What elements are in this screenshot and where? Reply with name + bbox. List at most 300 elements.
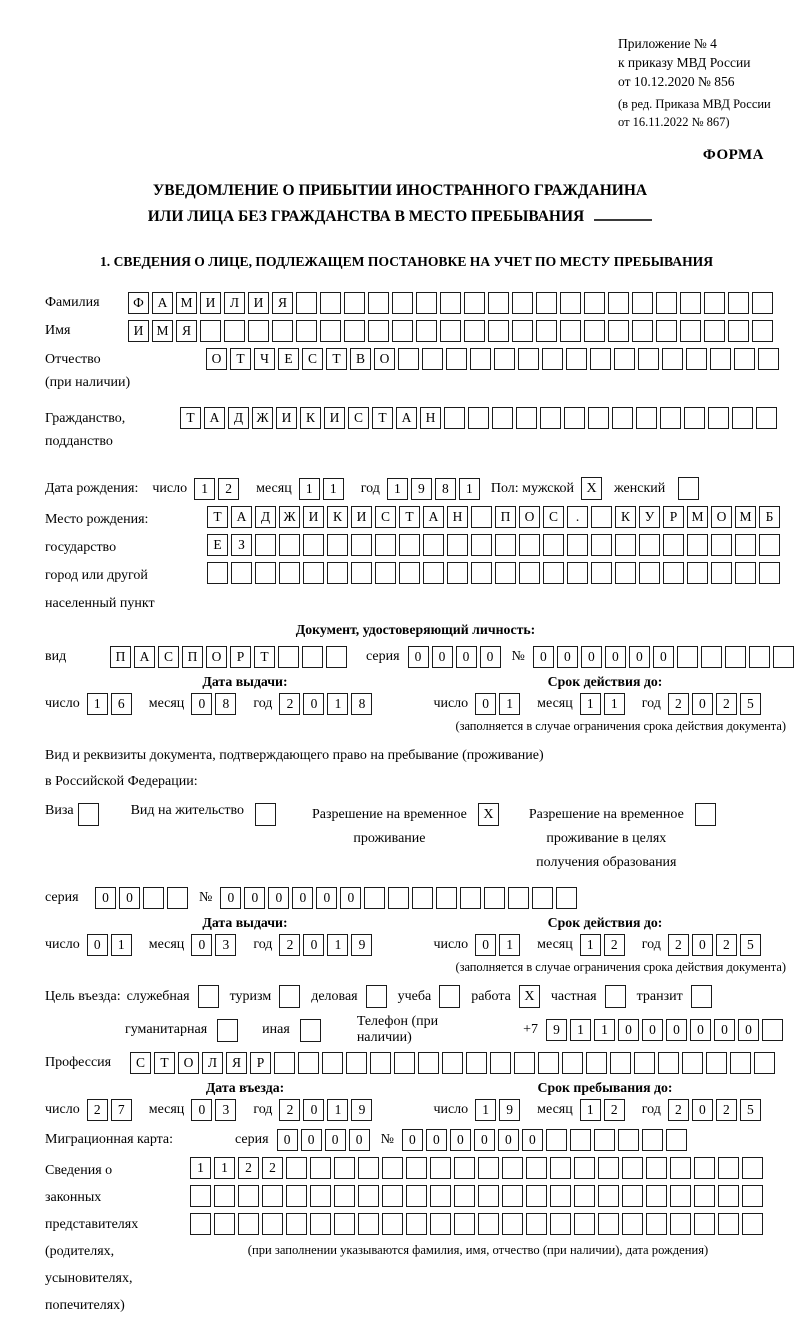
- char-cell[interactable]: [660, 407, 681, 429]
- char-cell[interactable]: 2: [279, 1099, 300, 1121]
- char-cell[interactable]: [591, 562, 612, 584]
- char-cell[interactable]: 2: [668, 693, 689, 715]
- char-cell[interactable]: [200, 320, 221, 342]
- char-cell[interactable]: 1: [475, 1099, 496, 1121]
- char-cell[interactable]: Н: [420, 407, 441, 429]
- char-cell[interactable]: [327, 562, 348, 584]
- char-cell[interactable]: [286, 1213, 307, 1235]
- char-cell[interactable]: [663, 562, 684, 584]
- char-cell[interactable]: [320, 320, 341, 342]
- char-cell[interactable]: 5: [740, 1099, 761, 1121]
- char-cell[interactable]: [388, 887, 409, 909]
- char-cell[interactable]: [542, 348, 563, 370]
- char-cell[interactable]: [470, 348, 491, 370]
- char-cell[interactable]: [639, 562, 660, 584]
- char-cell[interactable]: 1: [111, 934, 132, 956]
- char-cell[interactable]: Р: [663, 506, 684, 528]
- char-cell[interactable]: [464, 320, 485, 342]
- char-cell[interactable]: 0: [474, 1129, 495, 1151]
- char-cell[interactable]: [344, 292, 365, 314]
- char-cell[interactable]: 2: [279, 693, 300, 715]
- char-cell[interactable]: 0: [292, 887, 313, 909]
- char-cell[interactable]: Ж: [252, 407, 273, 429]
- char-cell[interactable]: М: [687, 506, 708, 528]
- char-cell[interactable]: И: [276, 407, 297, 429]
- char-cell[interactable]: [514, 1052, 535, 1074]
- char-cell[interactable]: [540, 407, 561, 429]
- char-cell[interactable]: [701, 646, 722, 668]
- char-cell[interactable]: [759, 534, 780, 556]
- char-cell[interactable]: [718, 1185, 739, 1207]
- char-cell[interactable]: [686, 348, 707, 370]
- char-cell[interactable]: [710, 348, 731, 370]
- char-cell[interactable]: [466, 1052, 487, 1074]
- char-cell[interactable]: И: [351, 506, 372, 528]
- char-cell[interactable]: И: [128, 320, 149, 342]
- char-cell[interactable]: Е: [278, 348, 299, 370]
- char-cell[interactable]: [519, 562, 540, 584]
- purpose-work-checkbox[interactable]: X: [519, 985, 540, 1008]
- char-cell[interactable]: О: [711, 506, 732, 528]
- char-cell[interactable]: [550, 1185, 571, 1207]
- char-cell[interactable]: [406, 1213, 427, 1235]
- char-cell[interactable]: 1: [499, 934, 520, 956]
- char-cell[interactable]: [730, 1052, 751, 1074]
- char-cell[interactable]: [255, 534, 276, 556]
- char-cell[interactable]: 0: [533, 646, 554, 668]
- visa-checkbox[interactable]: [78, 803, 99, 826]
- char-cell[interactable]: 0: [316, 887, 337, 909]
- char-cell[interactable]: 0: [408, 646, 429, 668]
- char-cell[interactable]: Ф: [128, 292, 149, 314]
- char-cell[interactable]: 0: [87, 934, 108, 956]
- char-cell[interactable]: И: [248, 292, 269, 314]
- char-cell[interactable]: [754, 1052, 775, 1074]
- char-cell[interactable]: [399, 534, 420, 556]
- char-cell[interactable]: [368, 320, 389, 342]
- char-cell[interactable]: 1: [190, 1157, 211, 1179]
- char-cell[interactable]: [666, 1129, 687, 1151]
- char-cell[interactable]: [430, 1157, 451, 1179]
- char-cell[interactable]: [728, 292, 749, 314]
- char-cell[interactable]: [532, 887, 553, 909]
- char-cell[interactable]: [274, 1052, 295, 1074]
- char-cell[interactable]: 2: [604, 1099, 625, 1121]
- char-cell[interactable]: [543, 562, 564, 584]
- char-cell[interactable]: [502, 1157, 523, 1179]
- char-cell[interactable]: Б: [759, 506, 780, 528]
- char-cell[interactable]: [590, 348, 611, 370]
- char-cell[interactable]: 2: [716, 693, 737, 715]
- char-cell[interactable]: 5: [740, 934, 761, 956]
- char-cell[interactable]: [704, 320, 725, 342]
- char-cell[interactable]: .: [567, 506, 588, 528]
- char-cell[interactable]: [416, 320, 437, 342]
- char-cell[interactable]: [207, 562, 228, 584]
- char-cell[interactable]: 1: [594, 1019, 615, 1041]
- char-cell[interactable]: 2: [87, 1099, 108, 1121]
- char-cell[interactable]: [262, 1213, 283, 1235]
- char-cell[interactable]: 5: [740, 693, 761, 715]
- char-cell[interactable]: [406, 1185, 427, 1207]
- char-cell[interactable]: [320, 292, 341, 314]
- char-cell[interactable]: [303, 562, 324, 584]
- char-cell[interactable]: [564, 407, 585, 429]
- char-cell[interactable]: 8: [435, 478, 456, 500]
- temp-residence-education-checkbox[interactable]: [695, 803, 716, 826]
- char-cell[interactable]: [658, 1052, 679, 1074]
- char-cell[interactable]: [502, 1185, 523, 1207]
- char-cell[interactable]: [570, 1129, 591, 1151]
- char-cell[interactable]: [224, 320, 245, 342]
- char-cell[interactable]: [614, 348, 635, 370]
- char-cell[interactable]: 1: [327, 1099, 348, 1121]
- char-cell[interactable]: [756, 407, 777, 429]
- purpose-private-checkbox[interactable]: [605, 985, 626, 1008]
- char-cell[interactable]: 0: [191, 693, 212, 715]
- char-cell[interactable]: [642, 1129, 663, 1151]
- char-cell[interactable]: [447, 562, 468, 584]
- char-cell[interactable]: 0: [738, 1019, 759, 1041]
- char-cell[interactable]: [526, 1185, 547, 1207]
- char-cell[interactable]: А: [396, 407, 417, 429]
- char-cell[interactable]: 0: [618, 1019, 639, 1041]
- char-cell[interactable]: [358, 1157, 379, 1179]
- char-cell[interactable]: [684, 407, 705, 429]
- purpose-official-checkbox[interactable]: [198, 985, 219, 1008]
- char-cell[interactable]: [526, 1157, 547, 1179]
- char-cell[interactable]: [622, 1213, 643, 1235]
- char-cell[interactable]: [440, 292, 461, 314]
- char-cell[interactable]: К: [300, 407, 321, 429]
- char-cell[interactable]: [550, 1213, 571, 1235]
- char-cell[interactable]: Т: [326, 348, 347, 370]
- char-cell[interactable]: 9: [411, 478, 432, 500]
- char-cell[interactable]: [550, 1157, 571, 1179]
- char-cell[interactable]: [412, 887, 433, 909]
- char-cell[interactable]: 0: [191, 1099, 212, 1121]
- char-cell[interactable]: [680, 292, 701, 314]
- char-cell[interactable]: [440, 320, 461, 342]
- char-cell[interactable]: 0: [349, 1129, 370, 1151]
- char-cell[interactable]: 1: [570, 1019, 591, 1041]
- char-cell[interactable]: [622, 1157, 643, 1179]
- char-cell[interactable]: 0: [557, 646, 578, 668]
- char-cell[interactable]: [608, 292, 629, 314]
- char-cell[interactable]: [708, 407, 729, 429]
- char-cell[interactable]: [484, 887, 505, 909]
- char-cell[interactable]: И: [303, 506, 324, 528]
- char-cell[interactable]: [622, 1185, 643, 1207]
- char-cell[interactable]: [704, 292, 725, 314]
- char-cell[interactable]: Ж: [279, 506, 300, 528]
- char-cell[interactable]: 0: [426, 1129, 447, 1151]
- char-cell[interactable]: [488, 292, 509, 314]
- char-cell[interactable]: [262, 1185, 283, 1207]
- char-cell[interactable]: [536, 320, 557, 342]
- char-cell[interactable]: 0: [522, 1129, 543, 1151]
- char-cell[interactable]: Л: [224, 292, 245, 314]
- char-cell[interactable]: [278, 646, 299, 668]
- char-cell[interactable]: 2: [279, 934, 300, 956]
- char-cell[interactable]: [394, 1052, 415, 1074]
- char-cell[interactable]: [728, 320, 749, 342]
- char-cell[interactable]: [492, 407, 513, 429]
- char-cell[interactable]: [398, 348, 419, 370]
- purpose-study-checkbox[interactable]: [439, 985, 460, 1008]
- char-cell[interactable]: [310, 1157, 331, 1179]
- char-cell[interactable]: 3: [215, 934, 236, 956]
- char-cell[interactable]: [351, 562, 372, 584]
- char-cell[interactable]: [310, 1185, 331, 1207]
- char-cell[interactable]: 0: [498, 1129, 519, 1151]
- char-cell[interactable]: [382, 1213, 403, 1235]
- char-cell[interactable]: [562, 1052, 583, 1074]
- char-cell[interactable]: 1: [580, 934, 601, 956]
- char-cell[interactable]: [454, 1213, 475, 1235]
- char-cell[interactable]: 0: [95, 887, 116, 909]
- char-cell[interactable]: 6: [111, 693, 132, 715]
- char-cell[interactable]: Я: [176, 320, 197, 342]
- char-cell[interactable]: [567, 534, 588, 556]
- char-cell[interactable]: 1: [459, 478, 480, 500]
- char-cell[interactable]: [382, 1157, 403, 1179]
- char-cell[interactable]: 0: [301, 1129, 322, 1151]
- char-cell[interactable]: 0: [325, 1129, 346, 1151]
- char-cell[interactable]: [334, 1157, 355, 1179]
- char-cell[interactable]: Т: [399, 506, 420, 528]
- residence-permit-checkbox[interactable]: [255, 803, 276, 826]
- char-cell[interactable]: [310, 1213, 331, 1235]
- char-cell[interactable]: [447, 534, 468, 556]
- char-cell[interactable]: [586, 1052, 607, 1074]
- char-cell[interactable]: [591, 534, 612, 556]
- char-cell[interactable]: [615, 534, 636, 556]
- char-cell[interactable]: [680, 320, 701, 342]
- char-cell[interactable]: [632, 320, 653, 342]
- char-cell[interactable]: 0: [475, 693, 496, 715]
- purpose-transit-checkbox[interactable]: [691, 985, 712, 1008]
- char-cell[interactable]: Т: [207, 506, 228, 528]
- char-cell[interactable]: 0: [220, 887, 241, 909]
- char-cell[interactable]: [460, 887, 481, 909]
- char-cell[interactable]: 1: [580, 693, 601, 715]
- char-cell[interactable]: 1: [214, 1157, 235, 1179]
- purpose-tourism-checkbox[interactable]: [279, 985, 300, 1008]
- char-cell[interactable]: [706, 1052, 727, 1074]
- char-cell[interactable]: 0: [303, 1099, 324, 1121]
- char-cell[interactable]: [508, 887, 529, 909]
- char-cell[interactable]: [636, 407, 657, 429]
- char-cell[interactable]: Д: [255, 506, 276, 528]
- char-cell[interactable]: 2: [716, 1099, 737, 1121]
- char-cell[interactable]: [512, 292, 533, 314]
- char-cell[interactable]: 1: [323, 478, 344, 500]
- char-cell[interactable]: [272, 320, 293, 342]
- char-cell[interactable]: [735, 534, 756, 556]
- sex-female-checkbox[interactable]: [678, 477, 699, 500]
- char-cell[interactable]: [471, 506, 492, 528]
- char-cell[interactable]: [546, 1129, 567, 1151]
- char-cell[interactable]: М: [176, 292, 197, 314]
- char-cell[interactable]: [238, 1213, 259, 1235]
- char-cell[interactable]: [639, 534, 660, 556]
- char-cell[interactable]: [732, 407, 753, 429]
- char-cell[interactable]: [454, 1185, 475, 1207]
- char-cell[interactable]: [368, 292, 389, 314]
- char-cell[interactable]: [742, 1213, 763, 1235]
- char-cell[interactable]: [591, 506, 612, 528]
- char-cell[interactable]: 9: [351, 934, 372, 956]
- char-cell[interactable]: Т: [230, 348, 251, 370]
- char-cell[interactable]: [646, 1157, 667, 1179]
- char-cell[interactable]: [638, 348, 659, 370]
- char-cell[interactable]: [687, 562, 708, 584]
- char-cell[interactable]: С: [158, 646, 179, 668]
- char-cell[interactable]: [588, 407, 609, 429]
- char-cell[interactable]: О: [374, 348, 395, 370]
- char-cell[interactable]: [302, 646, 323, 668]
- char-cell[interactable]: А: [423, 506, 444, 528]
- char-cell[interactable]: [711, 534, 732, 556]
- char-cell[interactable]: [512, 320, 533, 342]
- char-cell[interactable]: 3: [215, 1099, 236, 1121]
- char-cell[interactable]: 8: [351, 693, 372, 715]
- char-cell[interactable]: [518, 348, 539, 370]
- char-cell[interactable]: [543, 534, 564, 556]
- char-cell[interactable]: 0: [480, 646, 501, 668]
- char-cell[interactable]: Т: [180, 407, 201, 429]
- char-cell[interactable]: [416, 292, 437, 314]
- char-cell[interactable]: [399, 562, 420, 584]
- char-cell[interactable]: [436, 887, 457, 909]
- char-cell[interactable]: 1: [604, 693, 625, 715]
- char-cell[interactable]: Р: [250, 1052, 271, 1074]
- char-cell[interactable]: [538, 1052, 559, 1074]
- char-cell[interactable]: [392, 320, 413, 342]
- char-cell[interactable]: 2: [668, 934, 689, 956]
- char-cell[interactable]: [567, 562, 588, 584]
- char-cell[interactable]: [430, 1213, 451, 1235]
- char-cell[interactable]: У: [639, 506, 660, 528]
- char-cell[interactable]: К: [615, 506, 636, 528]
- char-cell[interactable]: 0: [191, 934, 212, 956]
- char-cell[interactable]: П: [495, 506, 516, 528]
- char-cell[interactable]: [615, 562, 636, 584]
- char-cell[interactable]: [490, 1052, 511, 1074]
- char-cell[interactable]: [677, 646, 698, 668]
- char-cell[interactable]: 0: [402, 1129, 423, 1151]
- char-cell[interactable]: С: [348, 407, 369, 429]
- char-cell[interactable]: В: [350, 348, 371, 370]
- char-cell[interactable]: [334, 1213, 355, 1235]
- char-cell[interactable]: [322, 1052, 343, 1074]
- char-cell[interactable]: 1: [194, 478, 215, 500]
- char-cell[interactable]: [560, 292, 581, 314]
- char-cell[interactable]: [734, 348, 755, 370]
- char-cell[interactable]: [694, 1157, 715, 1179]
- char-cell[interactable]: 0: [692, 693, 713, 715]
- char-cell[interactable]: М: [735, 506, 756, 528]
- char-cell[interactable]: С: [302, 348, 323, 370]
- char-cell[interactable]: 0: [450, 1129, 471, 1151]
- char-cell[interactable]: [444, 407, 465, 429]
- char-cell[interactable]: [478, 1157, 499, 1179]
- char-cell[interactable]: [296, 320, 317, 342]
- char-cell[interactable]: 1: [580, 1099, 601, 1121]
- char-cell[interactable]: 1: [499, 693, 520, 715]
- char-cell[interactable]: [430, 1185, 451, 1207]
- char-cell[interactable]: Т: [254, 646, 275, 668]
- char-cell[interactable]: [495, 534, 516, 556]
- char-cell[interactable]: [742, 1157, 763, 1179]
- char-cell[interactable]: А: [204, 407, 225, 429]
- char-cell[interactable]: 0: [432, 646, 453, 668]
- char-cell[interactable]: [752, 292, 773, 314]
- char-cell[interactable]: [526, 1213, 547, 1235]
- char-cell[interactable]: 2: [218, 478, 239, 500]
- char-cell[interactable]: [495, 562, 516, 584]
- char-cell[interactable]: [375, 562, 396, 584]
- char-cell[interactable]: [574, 1185, 595, 1207]
- char-cell[interactable]: Т: [372, 407, 393, 429]
- char-cell[interactable]: [286, 1157, 307, 1179]
- char-cell[interactable]: 2: [604, 934, 625, 956]
- char-cell[interactable]: [608, 320, 629, 342]
- char-cell[interactable]: [749, 646, 770, 668]
- char-cell[interactable]: [574, 1157, 595, 1179]
- char-cell[interactable]: [494, 348, 515, 370]
- char-cell[interactable]: Р: [230, 646, 251, 668]
- char-cell[interactable]: О: [206, 348, 227, 370]
- char-cell[interactable]: П: [182, 646, 203, 668]
- char-cell[interactable]: 2: [262, 1157, 283, 1179]
- char-cell[interactable]: [231, 562, 252, 584]
- char-cell[interactable]: [758, 348, 779, 370]
- char-cell[interactable]: [375, 534, 396, 556]
- char-cell[interactable]: 0: [277, 1129, 298, 1151]
- char-cell[interactable]: [334, 1185, 355, 1207]
- char-cell[interactable]: И: [200, 292, 221, 314]
- char-cell[interactable]: [423, 562, 444, 584]
- char-cell[interactable]: [238, 1185, 259, 1207]
- char-cell[interactable]: [279, 534, 300, 556]
- char-cell[interactable]: [670, 1185, 691, 1207]
- char-cell[interactable]: [610, 1052, 631, 1074]
- char-cell[interactable]: Ч: [254, 348, 275, 370]
- char-cell[interactable]: [442, 1052, 463, 1074]
- char-cell[interactable]: [190, 1213, 211, 1235]
- char-cell[interactable]: [632, 292, 653, 314]
- char-cell[interactable]: [303, 534, 324, 556]
- char-cell[interactable]: 0: [666, 1019, 687, 1041]
- char-cell[interactable]: 0: [244, 887, 265, 909]
- char-cell[interactable]: [584, 320, 605, 342]
- char-cell[interactable]: С: [543, 506, 564, 528]
- char-cell[interactable]: [687, 534, 708, 556]
- char-cell[interactable]: Е: [207, 534, 228, 556]
- char-cell[interactable]: 0: [714, 1019, 735, 1041]
- char-cell[interactable]: О: [206, 646, 227, 668]
- char-cell[interactable]: [286, 1185, 307, 1207]
- char-cell[interactable]: 0: [475, 934, 496, 956]
- char-cell[interactable]: [759, 562, 780, 584]
- char-cell[interactable]: [392, 292, 413, 314]
- char-cell[interactable]: [423, 534, 444, 556]
- char-cell[interactable]: [556, 887, 577, 909]
- char-cell[interactable]: [725, 646, 746, 668]
- char-cell[interactable]: [662, 348, 683, 370]
